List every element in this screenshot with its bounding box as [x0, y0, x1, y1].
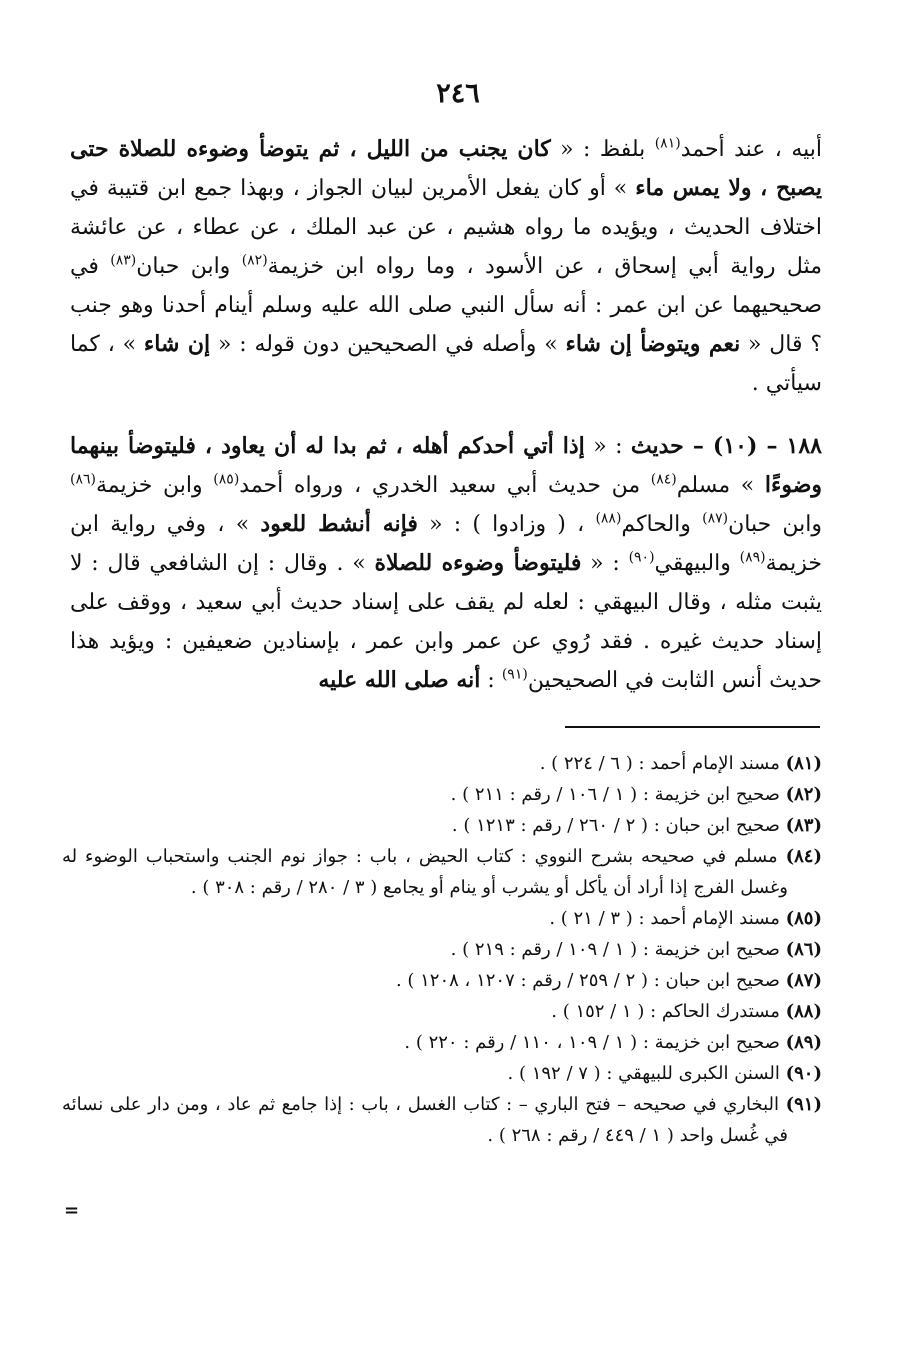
text-run: والحاكم: [621, 512, 703, 537]
text-run: » أو كان يفعل الأمرين لبيان الجواز ، وبهذا جمع ابن قتيبة في اختلاف الحديث ، ويؤيده ما رواه هشيم ، عن عبد الملك ، عن عطاء ، عن عائشة مثل رواية أبي إسحاق ، عن الأسود ، وما رواه ابن خزيمة: [70, 176, 822, 279]
footnote-number: (٨٤): [785, 846, 822, 867]
footnote-ref: (٨٦): [70, 471, 96, 488]
footnote-ref: (٩٠): [628, 549, 655, 566]
footnote-number: (٨١): [785, 753, 822, 774]
hadith-quote: فليتوضأ وضوءه للصلاة: [374, 550, 582, 576]
footnote-text: البخاري في صحيحه – فتح الباري – : كتاب الغسل ، باب : إذا جامع ثم عاد ، ومن دار على نسائه في غُسل واحد ( ١ / ٤٤٩ / رقم : ٢٦٨ ) .: [62, 1094, 788, 1146]
hadith-quote: إن شاء: [143, 331, 211, 357]
footnote-text: صحيح ابن حبان : ( ٢ / ٢٦٠ / رقم : ١٢١٣ ) .: [451, 815, 786, 836]
hadith-quote: كان يجنب من الليل ، ثم يتوضأ وضوءه للصلاة حتى يصبح ، ولا يمس ماء: [70, 136, 822, 201]
footnote-text: مسند الإمام أحمد : ( ٦ / ٢٢٤ ) .: [539, 753, 786, 774]
footnote-ref: (٨١): [654, 135, 681, 152]
footnote-81: [62, 748, 822, 779]
main-text: [70, 130, 822, 700]
footnote-88: [62, 996, 822, 1027]
footnote-text: مسند الإمام أحمد : ( ٣ / ٢١ ) .: [549, 908, 786, 929]
text-run: بلفظ : «: [550, 137, 655, 162]
text-run: في صحيحيهما عن ابن عمر : أنه سأل النبي صلى الله عليه وسلم أينام أحدنا وهو جنب ؟ قال «: [70, 254, 822, 357]
text-run: » ، وفي رواية ابن خزيمة: [70, 512, 822, 576]
paragraph-2: [70, 427, 822, 700]
footnote-ref: (٨٩): [739, 549, 766, 566]
text-run: : «: [581, 551, 629, 576]
text-run: » وأصله في الصحيحين دون قوله : «: [210, 332, 566, 357]
hadith-quote: فإنه أنشط للعود: [260, 511, 418, 537]
footnote-text: صحيح ابن حبان : ( ٢ / ٢٥٩ / رقم : ١٢٠٧ ، ١٢٠٨ ) .: [395, 970, 786, 991]
footnote-text: مسلم في صحيحه بشرح النووي : كتاب الحيض ، باب : جواز نوم الجنب واستحباب الوضوء له وغسل الفرج إذا أراد أن يأكل أو يشرب أو ينام أو يجامع ( ٣ / ٢٨٠ / رقم : ٣٠٨ ) .: [62, 846, 788, 898]
footnote-text: صحيح ابن خزيمة : ( ١ / ١٠٩ ، ١١٠ / رقم : ٢٢٠ ) .: [404, 1032, 786, 1053]
footnote-84: [62, 841, 822, 903]
footnote-number: (٨٣): [785, 815, 822, 836]
hadith-quote: أنه صلى الله عليه: [318, 667, 481, 693]
continuation-mark: =: [64, 1200, 80, 1221]
footnote-number: (٨٦): [785, 939, 822, 960]
footnote-86: [62, 934, 822, 965]
footnote-ref: (٨٧): [702, 510, 729, 527]
text-run: والبيهقي: [654, 551, 740, 576]
footnote-83: [62, 810, 822, 841]
text-run: ، ( وزادوا ) : «: [417, 512, 596, 537]
footnote-91: [62, 1089, 822, 1151]
text-run: : «: [584, 434, 631, 459]
paragraph-1: [70, 130, 822, 403]
footnote-89: [62, 1027, 822, 1058]
footnote-ref: (٨٨): [595, 510, 622, 527]
page-number: ٢٤٦: [436, 78, 480, 109]
text-run: وابن خزيمة: [95, 473, 214, 498]
footnote-82: [62, 779, 822, 810]
hadith-quote: نعم ويتوضأ إن شاء: [565, 331, 741, 357]
footnote-90: [62, 1058, 822, 1089]
footnote-text: صحيح ابن خزيمة : ( ١ / ١٠٦ / رقم : ٢١١ ) .: [450, 784, 786, 805]
footnote-text: مستدرك الحاكم : ( ١ / ١٥٢ ) .: [551, 1001, 786, 1022]
footnote-ref: (٩١): [501, 666, 528, 683]
footnote-ref: (٨٤): [650, 471, 677, 488]
footnote-ref: (٨٥): [213, 471, 240, 488]
text-run: وابن حبان: [136, 254, 242, 279]
hadith-number: ١٨٨ – (١٠) – حديث: [630, 433, 822, 459]
footnote-number: (٨٥): [785, 908, 822, 929]
text-run: من حديث أبي سعيد الخدري ، ورواه أحمد: [239, 473, 651, 498]
footnote-87: [62, 965, 822, 996]
footnotes: [62, 748, 822, 1151]
footnote-text: السنن الكبرى للبيهقي : ( ٧ / ١٩٢ ) .: [507, 1063, 786, 1084]
text-run: » ، كما سيأتي .: [70, 332, 822, 396]
footnote-number: (٨٨): [785, 1001, 822, 1022]
footnote-separator: [565, 726, 820, 728]
hadith-quote: إذا أتي أحدكم أهله ، ثم بدا له أن يعاود ، فليتوضأ بينهما وضوءًا: [70, 433, 823, 498]
footnote-number: (٨٧): [785, 970, 822, 991]
footnote-ref: (٨٣): [110, 252, 137, 269]
footnote-number: (٨٩): [785, 1032, 822, 1053]
text-run: » . وقال : إن الشافعي قال : لا يثبت مثله ، وقال البيهقي : لعله لم يقف على إسناد حديث أبي سعيد ، ووقف على إسناد حديث غيره . فقد رُوي عن عمر وابن عمر ، بإسنادين ضعيفين : ويؤيد هذا حديث أنس الثابت في الصحيحين: [70, 551, 822, 693]
footnote-number: (٩١): [785, 1094, 822, 1115]
text-run: وابن حبان: [728, 512, 823, 537]
footnote-ref: (٨٢): [241, 252, 268, 269]
text-run: أبيه ، عند أحمد: [680, 137, 822, 162]
text-run: :: [480, 668, 502, 693]
footnote-number: (٨٢): [785, 784, 822, 805]
footnote-text: صحيح ابن خزيمة : ( ١ / ١٠٩ / رقم : ٢١٩ ) .: [450, 939, 786, 960]
text-run: » مسلم: [676, 473, 765, 498]
footnote-85: [62, 903, 822, 934]
footnote-number: (٩٠): [785, 1063, 822, 1084]
